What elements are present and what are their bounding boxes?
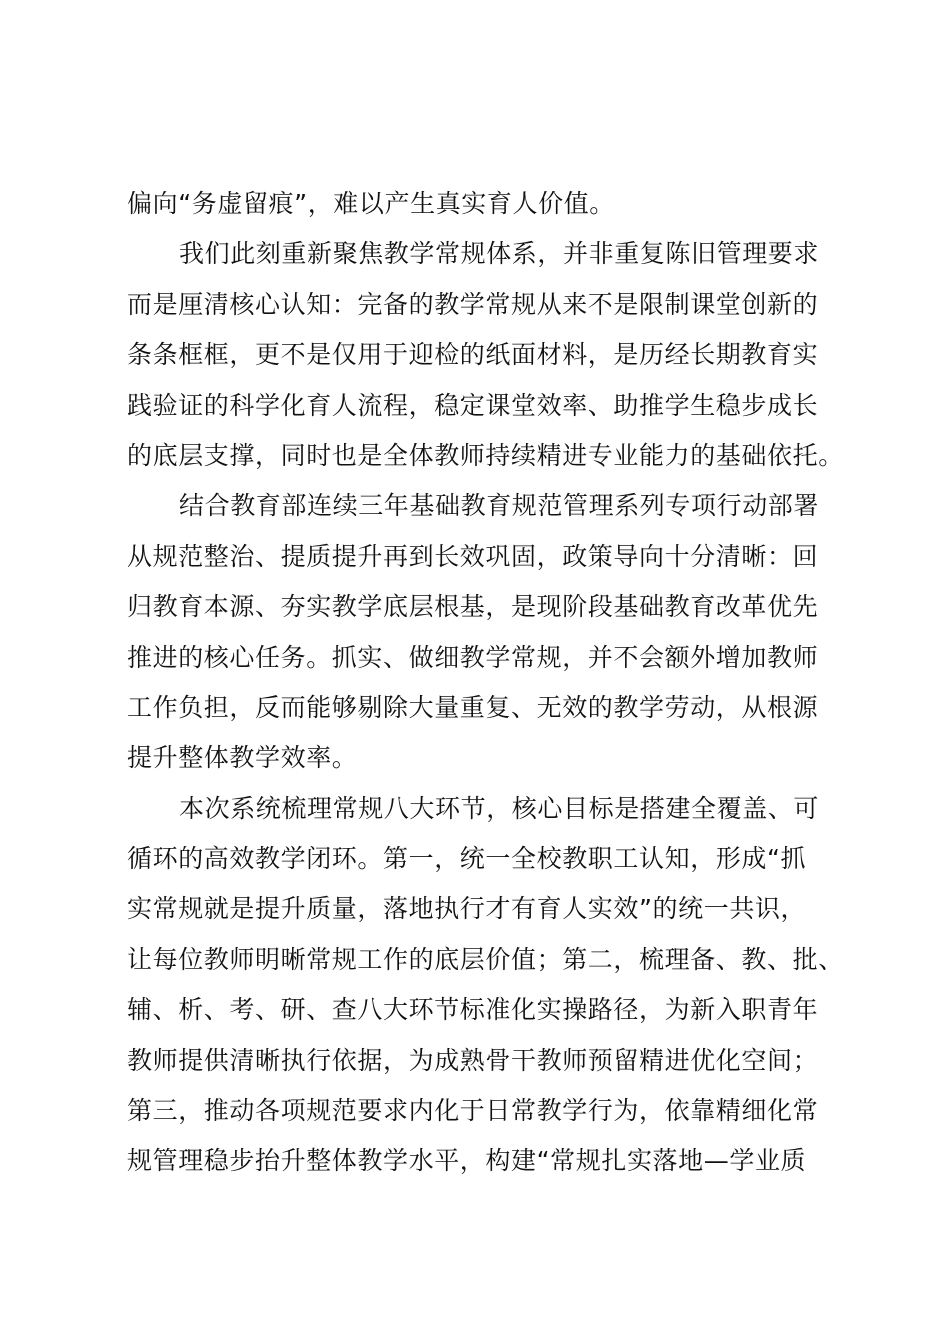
text-line: 偏向“务虚留痕”，难以产生真实育人价值。 xyxy=(127,189,615,218)
text-line: 第三，推动各项规范要求内化于日常教学行为，依靠精细化常 xyxy=(127,1096,819,1126)
document-body xyxy=(127,179,857,1187)
text-line: 教师提供清晰执行依据，为成熟骨干教师预留精进优化空间； xyxy=(127,1045,819,1075)
text-line: 结合教育部连续三年基础教育规范管理系列专项行动部署 xyxy=(179,491,820,521)
text-line: 循环的高效教学闭环。第一，统一全校教职工认知，形成“抓 xyxy=(127,844,807,874)
text-line: 的底层支撑，同时也是全体教师持续精进专业能力的基础依托。 xyxy=(127,440,844,470)
text-line: 而是厘清核心认知：完备的教学常规从来不是限制课堂创新的 xyxy=(127,289,819,319)
text-line: 提升整体教学效率。 xyxy=(127,743,358,773)
text-line: 推进的核心任务。抓实、做细教学常规，并不会额外增加教师 xyxy=(127,642,819,672)
text-line: 归教育本源、夯实教学底层根基，是现阶段基础教育改革优先 xyxy=(127,592,819,622)
text-line: 辅、析、考、研、查八大环节标准化实操路径，为新入职青年 xyxy=(127,995,819,1025)
text-line: 从规范整治、提质提升再到长效巩固，政策导向十分清晰：回 xyxy=(127,541,819,571)
text-line: 本次系统梳理常规八大环节，核心目标是搭建全覆盖、可 xyxy=(179,793,820,823)
text-line: 实常规就是提升质量，落地执行才有育人实效”的统一共识， xyxy=(127,894,807,924)
text-line: 工作负担，反而能够剔除大量重复、无效的教学劳动，从根源 xyxy=(127,692,819,722)
text-line: 践验证的科学化育人流程，稳定课堂效率、助推学生稳步成长 xyxy=(127,390,819,420)
text-line: 规管理稳步抬升整体教学水平，构建“常规扎实落地—学业质 xyxy=(127,1146,807,1176)
text-line: 我们此刻重新聚焦教学常规体系，并非重复陈旧管理要求 xyxy=(179,239,820,269)
text-line: 条条框框，更不是仅用于迎检的纸面材料，是历经长期教育实 xyxy=(127,340,819,370)
text-line: 让每位教师明晰常规工作的底层价值；第二，梳理备、教、批、 xyxy=(127,944,844,974)
